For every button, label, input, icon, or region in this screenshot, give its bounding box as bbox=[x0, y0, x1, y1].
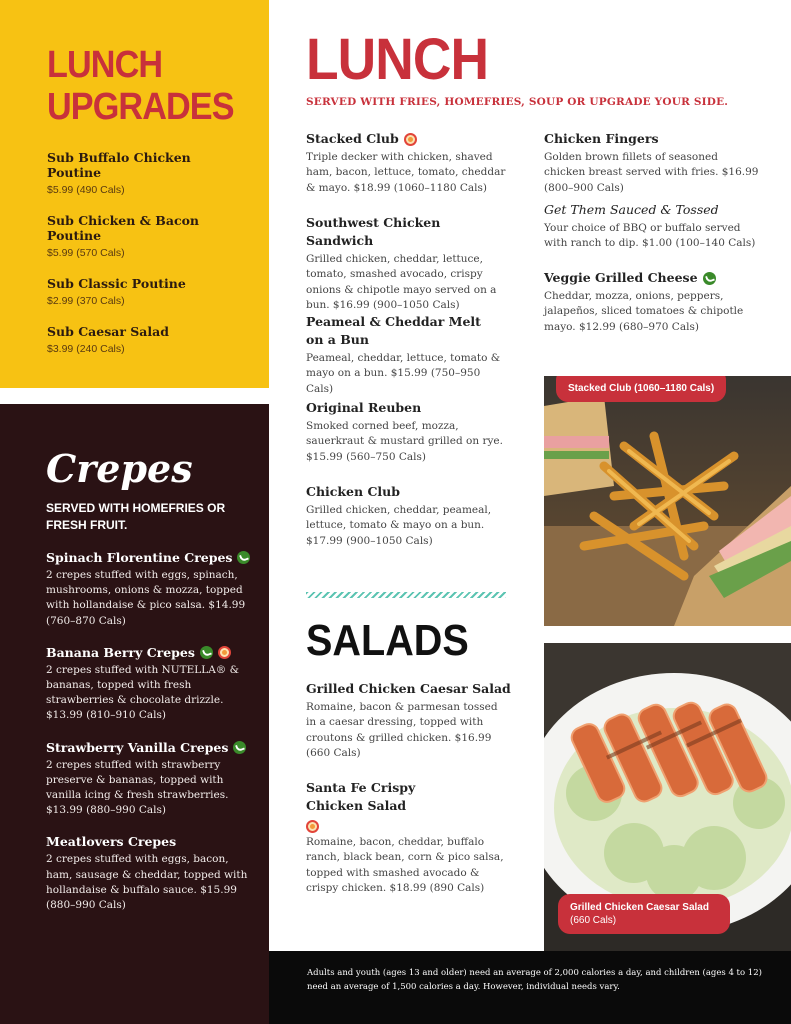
crepes-panel bbox=[0, 404, 269, 1024]
menu-item bbox=[306, 483, 506, 549]
caesar-salad-label-name: Grilled Chicken Caesar Salad bbox=[570, 902, 709, 913]
item-name: Santa Fe Crispy Chicken Salad bbox=[306, 780, 416, 813]
upgrade-name: Sub Buffalo Chicken Poutine bbox=[47, 150, 191, 180]
upgrade-name: Sub Chicken & Bacon Poutine bbox=[47, 213, 199, 243]
crepe-name: Strawberry Vanilla Crepes bbox=[46, 739, 229, 755]
item-description: Your choice of BBQ or buffalo served with ranch to dip. $1.00 (100–140 Cals) bbox=[544, 222, 756, 250]
crepe-name: Meatlovers Crepes bbox=[46, 834, 177, 850]
upgrades-title-line2: UPGRADES bbox=[47, 86, 234, 128]
upgrade-item bbox=[47, 150, 249, 196]
menu-item bbox=[306, 313, 501, 397]
crepe-item bbox=[46, 550, 251, 629]
menu-item bbox=[544, 130, 759, 196]
item-description: Grilled chicken, cheddar, lettuce, tomato, smashed avocado, crispy onions & chipotle mayo served on a bun. $16.99 (900–1050 Cals) bbox=[306, 253, 497, 311]
upgrades-list bbox=[47, 150, 249, 355]
menu-item bbox=[306, 779, 511, 896]
crepe-item bbox=[46, 834, 251, 913]
stacked-club-photo bbox=[544, 376, 791, 626]
vegetarian-icon bbox=[237, 551, 250, 564]
item-description: Romaine, bacon & parmesan tossed in a caesar dressing, topped with croutons & grilled chicken. $16.99 (660 Cals) bbox=[306, 701, 498, 759]
crepe-description: 2 crepes stuffed with eggs, bacon, ham, sausage & cheddar, topped with hollandaise & buffalo sauce. $15.99 (880–990 Cals) bbox=[46, 853, 248, 912]
menu-item bbox=[544, 269, 759, 335]
upgrades-title bbox=[47, 44, 263, 128]
lunch-subtitle: SERVED WITH FRIES, HOMEFRIES, SOUP OR UPGRADE YOUR SIDE. bbox=[306, 96, 729, 108]
upgrade-price: $2.99 (370 Cals) bbox=[47, 295, 125, 307]
upgrade-price: $5.99 (570 Cals) bbox=[47, 247, 125, 259]
section-divider bbox=[306, 592, 506, 598]
item-name: Peameal & Cheddar Melt on a Bun bbox=[306, 314, 481, 347]
menu-item bbox=[306, 214, 506, 313]
spicy-icon bbox=[404, 133, 417, 146]
crepe-description: 2 crepes stuffed with eggs, spinach, mushrooms, onions & mozza, topped with hollandaise & pico salsa. $14.99 (760–870 Cals) bbox=[46, 569, 246, 627]
crepe-name: Spinach Florentine Crepes bbox=[46, 550, 233, 565]
caesar-salad-label bbox=[558, 894, 730, 934]
item-description: Triple decker with chicken, shaved ham, bacon, lettuce, tomato, cheddar & mayo. $18.99 (1060–1180 Cals) bbox=[306, 151, 506, 194]
menu-item bbox=[306, 399, 506, 465]
item-description: Smoked corned beef, mozza, sauerkraut & mustard grilled on rye. $15.99 (560–750 Cals) bbox=[306, 420, 503, 463]
crepe-name: Banana Berry Crepes bbox=[46, 644, 195, 660]
crepe-description: 2 crepes stuffed with NUTELLA® & bananas, topped with fresh strawberries & chocolate drizzle. $13.99 (810–910 Cals) bbox=[46, 663, 239, 722]
vegetarian-icon bbox=[703, 272, 716, 285]
upgrade-item bbox=[47, 276, 249, 307]
menu-item bbox=[306, 130, 516, 196]
menu-item bbox=[306, 680, 511, 761]
upgrade-item bbox=[47, 213, 249, 259]
upgrade-name: Sub Classic Poutine bbox=[47, 276, 186, 291]
item-name: Original Reuben bbox=[306, 400, 422, 415]
vegetarian-icon bbox=[233, 741, 246, 754]
crepes-list bbox=[46, 550, 251, 913]
item-name: Veggie Grilled Cheese bbox=[544, 270, 698, 285]
stacked-club-illustration bbox=[544, 376, 791, 626]
upgrade-name: Sub Caesar Salad bbox=[47, 324, 169, 339]
caesar-salad-photo bbox=[544, 643, 791, 951]
item-description: Golden brown fillets of seasoned chicken breast served with fries. $16.99 (800–900 Cals) bbox=[544, 151, 759, 194]
upgrade-item bbox=[47, 324, 249, 355]
crepe-description: 2 crepes stuffed with strawberry preserve & bananas, topped with vanilla icing & fresh strawberries. $13.99 (880–990 Cals) bbox=[46, 758, 229, 817]
crepes-subtitle: SERVED WITH HOMEFRIES OR FRESH FRUIT. bbox=[46, 501, 226, 532]
item-description: Grilled chicken, cheddar, peameal, lettuce, tomato & mayo on a bun. $17.99 (900–1050 Cals) bbox=[306, 504, 492, 547]
crepe-item bbox=[46, 740, 251, 819]
salads-title: SALADS bbox=[306, 616, 469, 665]
upgrade-price: $3.99 (240 Cals) bbox=[47, 343, 125, 355]
item-name: Grilled Chicken Caesar Salad bbox=[306, 681, 511, 696]
stacked-club-label: Stacked Club (1060–1180 Cals) bbox=[556, 376, 726, 402]
menu-item bbox=[544, 201, 759, 252]
upgrades-title-line1: LUNCH bbox=[47, 44, 163, 86]
disclaimer-text: Adults and youth (ages 13 and older) need an average of 2,000 calories a day, and children (ages 4 to 12) need an average of 1,500 calories a day. However, individual needs vary. bbox=[307, 968, 762, 992]
crepes-title: Crepes bbox=[46, 446, 193, 491]
contains-nuts-icon bbox=[218, 646, 231, 659]
item-description: Romaine, bacon, cheddar, buffalo ranch, black bean, corn & pico salsa, topped with smashed avocado & crispy chicken. $18.99 (890 Cals) bbox=[306, 836, 504, 894]
item-description: Peameal, cheddar, lettuce, tomato & mayo on a bun. $15.99 (750–950 Cals) bbox=[306, 352, 501, 395]
item-description: Cheddar, mozza, onions, peppers, jalapeños, sliced tomatoes & chipotle mayo. $12.99 (680–970 Cals) bbox=[544, 290, 744, 333]
item-name: Chicken Club bbox=[306, 484, 400, 499]
item-name: Get Them Sauced & Tossed bbox=[544, 202, 719, 217]
item-name: Southwest Chicken Sandwich bbox=[306, 215, 441, 248]
crepe-item bbox=[46, 645, 251, 724]
spicy-icon bbox=[306, 820, 319, 833]
vegetarian-icon bbox=[200, 646, 213, 659]
caesar-salad-label-cals: (660 Cals) bbox=[570, 915, 617, 926]
calorie-disclaimer bbox=[269, 951, 791, 1024]
item-name: Chicken Fingers bbox=[544, 131, 659, 146]
lunch-upgrades-panel bbox=[0, 0, 269, 388]
upgrade-price: $5.99 (490 Cals) bbox=[47, 184, 125, 196]
lunch-title: LUNCH bbox=[306, 27, 489, 92]
item-name: Stacked Club bbox=[306, 131, 399, 146]
